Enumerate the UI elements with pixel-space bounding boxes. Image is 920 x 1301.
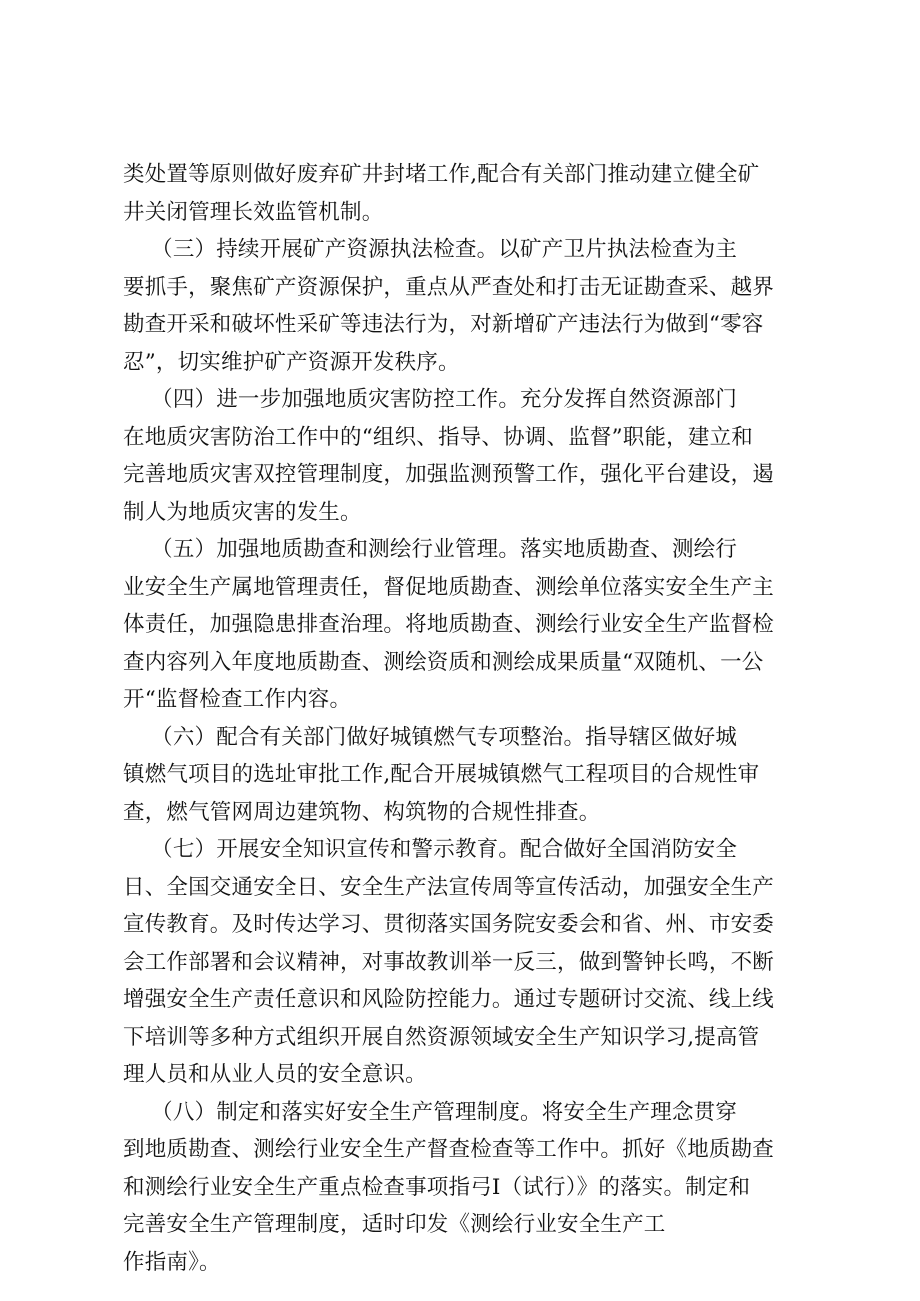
text-line: 制人为地质灾害的发生。: [123, 499, 362, 525]
text-line: 会工作部署和会议精神，对事故教训举一反三，做到警钟长鸣，不断: [123, 949, 775, 975]
text-line: 要抓手，聚焦矿产资源保护，重点从严查处和打击无证勘查采、越界: [123, 274, 775, 300]
text-line: 完善安全生产管理制度，适时印发《测绘行业安全生产工: [123, 1212, 666, 1237]
text-line: （五）加强地质勘查和测绘行业管理。落实地质勘查、测绘行: [123, 537, 738, 562]
text-line: 镇燃气项目的选址审批工作,配合开展城镇燃气工程项目的合规性审: [123, 762, 760, 787]
text-line: （八）制定和落实好安全生产管理制度。将安全生产理念贯穿: [123, 1099, 738, 1125]
paragraph-intro-continued: [123, 156, 813, 231]
text-line: 井关闭管理长效监管机制。: [123, 199, 384, 225]
text-line: 宣传教育。及时传达学习、贯彻落实国务院安委会和省、州、市安委: [123, 912, 775, 937]
text-line: 和测绘行业安全生产重点检查事项指弓I（试行）》的落实。制定和: [123, 1174, 751, 1200]
text-line: 日、全国交通安全日、安全生产法宣传周等宣传活动，加强安全生产: [123, 874, 775, 900]
paragraph-section-6: [123, 719, 813, 832]
text-line: 查，燃气管网周边建筑物、构筑物的合规性排查。: [123, 799, 601, 825]
text-line: 类处置等原则做好废弃矿井封堵工作,配合有关部门推动建立健全矿: [123, 162, 760, 187]
text-line: 业安全生产属地管理责任，督促地质勘查、测绘单位落实安全生产主: [123, 574, 775, 600]
text-line: 到地质勘查、测绘行业安全生产督查检查等工作中。抓好《地质勘查: [123, 1137, 775, 1162]
paragraph-section-4: [123, 381, 813, 531]
text-line: （四）进一步加强地质灾害防控工作。充分发挥自然资源部门: [123, 387, 738, 412]
text-line: （七）开展安全知识宣传和警示教育。配合做好全国消防安全: [123, 837, 738, 862]
text-line: 理人员和从业人员的安全意识。: [123, 1062, 427, 1087]
text-line: （三）持续开展矿产资源执法检查。以矿产卫片执法检查为主: [123, 237, 738, 262]
paragraph-section-7: [123, 831, 813, 1094]
text-line: 勘查开采和破坏性采矿等违法行为，对新增矿产违法行为做到“零容: [123, 312, 764, 337]
text-line: 开“监督检查工作内容。: [123, 687, 352, 712]
text-line: 忍”，切实维护矿产资源开发秩序。: [123, 349, 460, 375]
text-line: 作指南》。: [123, 1249, 221, 1275]
paragraph-section-3: [123, 231, 813, 381]
document-page: [123, 156, 813, 1281]
text-line: 查内容列入年度地质勘查、测绘资质和测绘成果质量“双随机、一公: [123, 649, 764, 675]
paragraph-section-5: [123, 531, 813, 719]
paragraph-section-8: [123, 1094, 813, 1282]
text-line: 下培训等多种方式组织开展自然资源领域安全生产知识学习,提高管: [123, 1024, 760, 1050]
text-line: 在地质灾害防治工作中的“组织、指导、协调、监督”职能，建立和: [123, 424, 753, 450]
text-line: （六）配合有关部门做好城镇燃气专项整治。指导辖区做好城: [123, 724, 738, 750]
text-line: 体责任，加强隐患排查治理。将地质勘查、测绘行业安全生产监督检: [123, 612, 775, 637]
text-line: 完善地质灾害双控管理制度，加强监测预警工作，强化平台建设，遏: [123, 462, 775, 487]
text-line: 增强安全生产责任意识和风险防控能力。通过专题研讨交流、线上线: [123, 987, 775, 1012]
